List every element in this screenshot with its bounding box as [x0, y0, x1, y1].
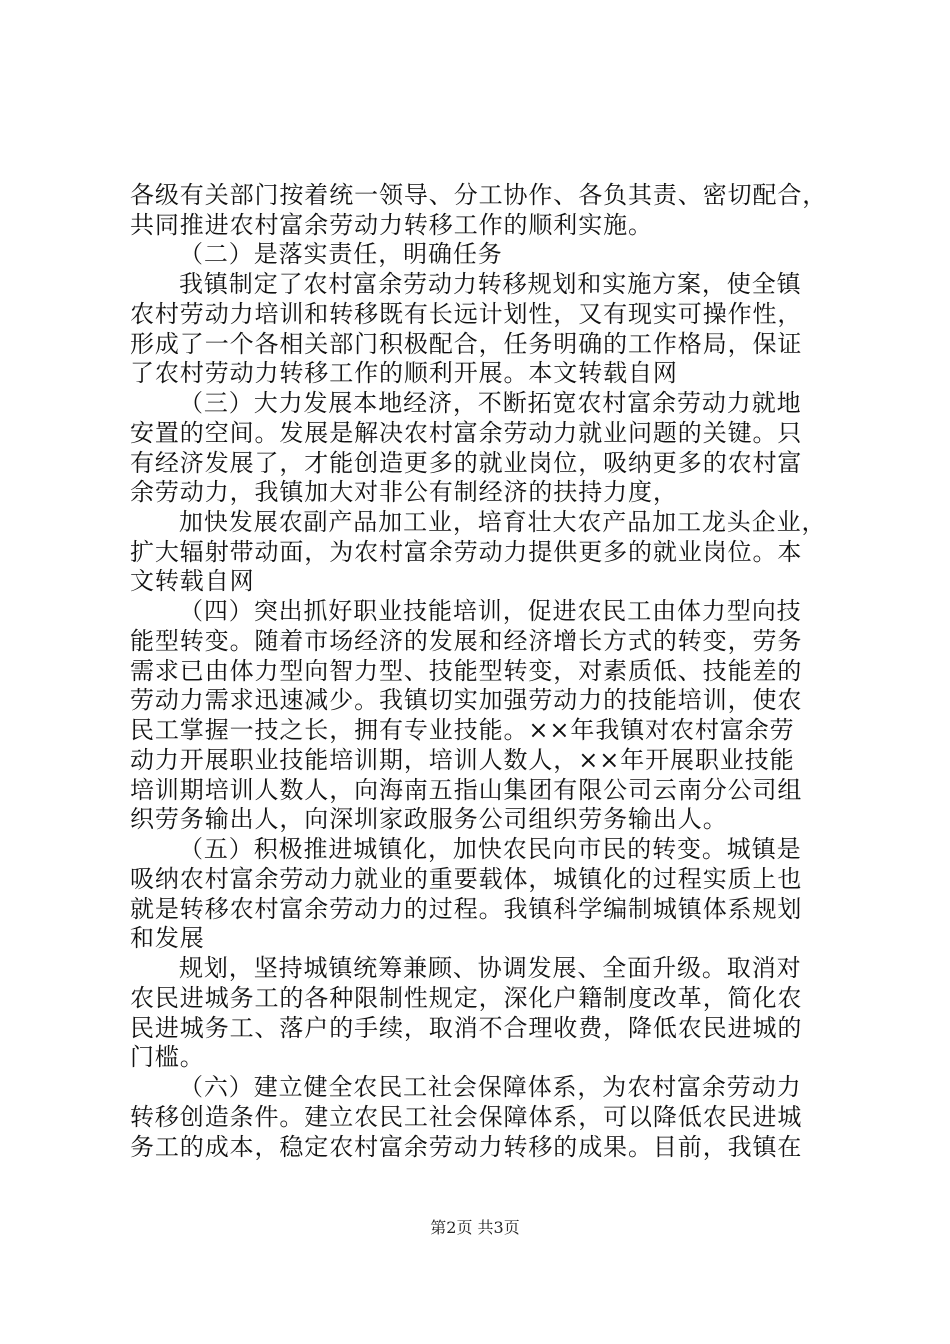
text-line: 务工的成本，稳定农村富余劳动力转移的成果。目前，我镇在: [130, 1133, 803, 1161]
text-line: 规划，坚持城镇统筹兼顾、协调发展、全面升级。取消对: [179, 954, 802, 982]
text-line: 民进城务工、落户的手续，取消不合理收费，降低农民进城的: [130, 1014, 803, 1042]
text-line: 动力开展职业技能培训期，培训人数人，××年开展职业技能: [130, 746, 795, 774]
text-line: 能型转变。随着市场经济的发展和经济增长方式的转变，劳务: [130, 627, 803, 655]
text-line: 吸纳农村富余劳动力就业的重要载体，城镇化的过程实质上也: [130, 865, 803, 893]
text-line: 扩大辐射带动面，为农村富余劳动力提供更多的就业岗位。本: [130, 538, 803, 566]
text-line: 农村劳动力培训和转移既有长远计划性，又有现实可操作性，: [130, 300, 803, 328]
text-line: 农民进城务工的各种限制性规定，深化户籍制度改革，简化农: [130, 984, 803, 1012]
section-heading: （六）建立健全农民工社会保障体系，为农村富余劳动力: [179, 1073, 802, 1101]
section-heading: （五）积极推进城镇化，加快农民向市民的转变。城镇是: [179, 835, 802, 863]
text-line: 形成了一个各相关部门积极配合，任务明确的工作格局，保证: [130, 330, 803, 358]
section-heading: （二）是落实责任，明确任务: [179, 240, 503, 268]
text-line: 文转载自网: [130, 567, 255, 595]
text-line: 织劳务输出人，向深圳家政服务公司组织劳务输出人。: [130, 805, 728, 833]
text-line: 我镇制定了农村富余劳动力转移规划和实施方案，使全镇: [179, 270, 802, 298]
text-line: 培训期培训人数人，向海南五指山集团有限公司云南分公司组: [130, 776, 803, 804]
section-heading: （三）大力发展本地经济，不断拓宽农村富余劳动力就地: [179, 389, 802, 417]
text-line: 余劳动力，我镇加大对非公有制经济的扶持力度，: [130, 478, 678, 506]
text-line: 安置的空间。发展是解决农村富余劳动力就业问题的关键。只: [130, 419, 803, 447]
text-line: 了农村劳动力转移工作的顺利开展。本文转载自网: [130, 359, 678, 387]
text-line: 就是转移农村富余劳动力的过程。我镇科学编制城镇体系规划: [130, 895, 803, 923]
text-line: 需求已由体力型向智力型、技能型转变，对素质低、技能差的: [130, 657, 803, 685]
section-heading: （四）突出抓好职业技能培训，促进农民工由体力型向技: [179, 597, 802, 625]
text-line: 劳动力需求迅速减少。我镇切实加强劳动力的技能培训，使农: [130, 686, 803, 714]
text-line: 民工掌握一技之长，拥有专业技能。××年我镇对农村富余劳: [130, 716, 795, 744]
text-line: 加快发展农副产品加工业，培育壮大农产品加工龙头企业，: [179, 508, 827, 536]
text-line: 各级有关部门按着统一领导、分工协作、各负其责、密切配合，: [130, 181, 828, 209]
page-footer: 第2页 共3页: [430, 1218, 520, 1237]
text-line: 共同推进农村富余劳动力转移工作的顺利实施。: [130, 211, 653, 239]
text-line: 和发展: [130, 924, 205, 952]
text-line: 有经济发展了，才能创造更多的就业岗位，吸纳更多的农村富: [130, 449, 803, 477]
text-line: 门槛。: [130, 1043, 205, 1071]
text-line: 转移创造条件。建立农民工社会保障体系，可以降低农民进城: [130, 1103, 803, 1131]
